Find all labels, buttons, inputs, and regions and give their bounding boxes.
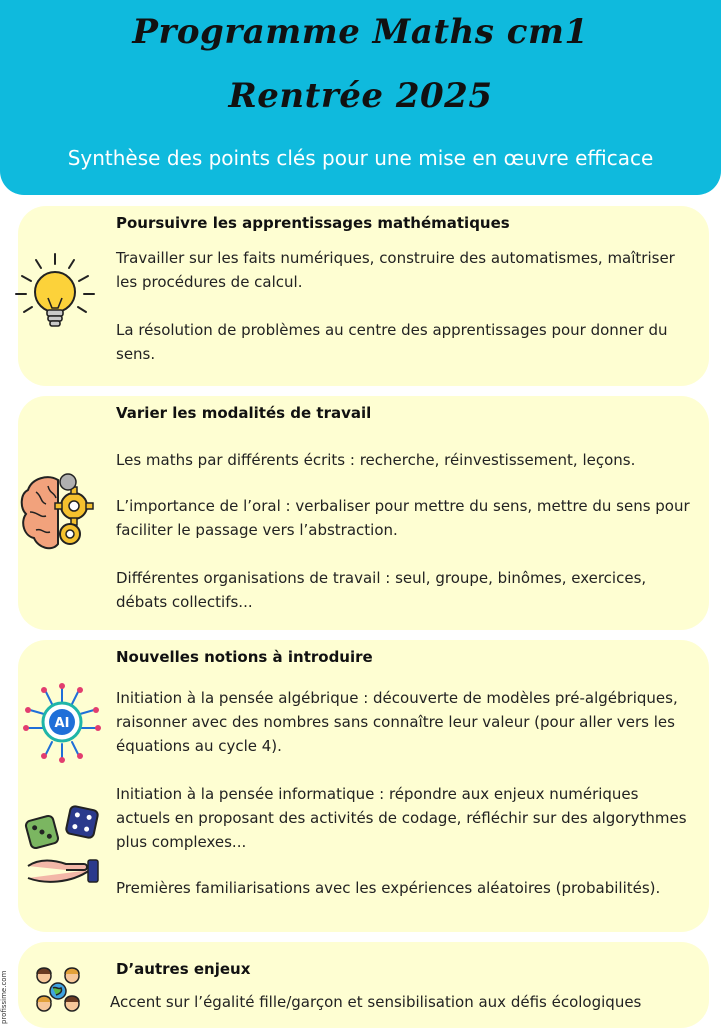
section-title: Varier les modalités de travail [116, 404, 372, 422]
section-paragraph: Travailler sur les faits numériques, construire des automatismes, maîtriser les procédures de calcul. [116, 249, 675, 291]
section-paragraph: La résolution de problèmes au centre des apprentissages pour donner du sens. [116, 321, 668, 363]
page-title-line2: Rentrée 2025 [228, 76, 493, 116]
section-title: D’autres enjeux [116, 960, 251, 978]
section-paragraph: Les maths par différents écrits : recherche, réinvestissement, leçons. [116, 451, 636, 469]
section-paragraph: Initiation à la pensée algébrique : découverte de modèles pré-algébriques, raisonner avec des nombres sans connaître leur valeur (pour aller vers les équations au cycle 4). [116, 689, 678, 755]
page-title-line1: Programme Maths cm1 [132, 12, 589, 52]
section-paragraph: Différentes organisations de travail : seul, groupe, binômes, exercices, débats collectifs... [116, 569, 647, 611]
page-subtitle: Synthèse des points clés pour une mise en œuvre efficace [67, 146, 654, 170]
section-card-modalites [18, 396, 709, 630]
section-card-enjeux [18, 942, 709, 1028]
section-card-notions [18, 640, 709, 932]
people-globe-icon [32, 964, 88, 1024]
header-banner [0, 0, 721, 195]
section-card-apprentissages [18, 206, 709, 386]
brain-gears-icon [18, 472, 100, 560]
section-paragraph: L’importance de l’oral : verbaliser pour mettre du sens, mettre du sens pour faciliter le passage vers l’abstraction. [116, 497, 690, 539]
section-title: Nouvelles notions à introduire [116, 648, 373, 666]
dice-hand-icon [24, 804, 104, 892]
section-paragraph: Initiation à la pensée informatique : répondre aux enjeux numériques actuels en proposant des activités de codage, réfléchir sur des algorythmes plus complexes... [116, 785, 687, 851]
section-paragraph: Premières familiarisations avec les expériences aléatoires (probabilités). [116, 879, 661, 897]
lightbulb-icon [12, 252, 98, 340]
credit-text: profissime.com [0, 970, 8, 1024]
section-title: Poursuivre les apprentissages mathématiques [116, 214, 510, 232]
ai-chip-icon [22, 680, 102, 770]
section-paragraph: Accent sur l’égalité fille/garçon et sensibilisation aux défis écologiques [110, 993, 642, 1011]
svg-text:AI: AI [54, 716, 70, 731]
